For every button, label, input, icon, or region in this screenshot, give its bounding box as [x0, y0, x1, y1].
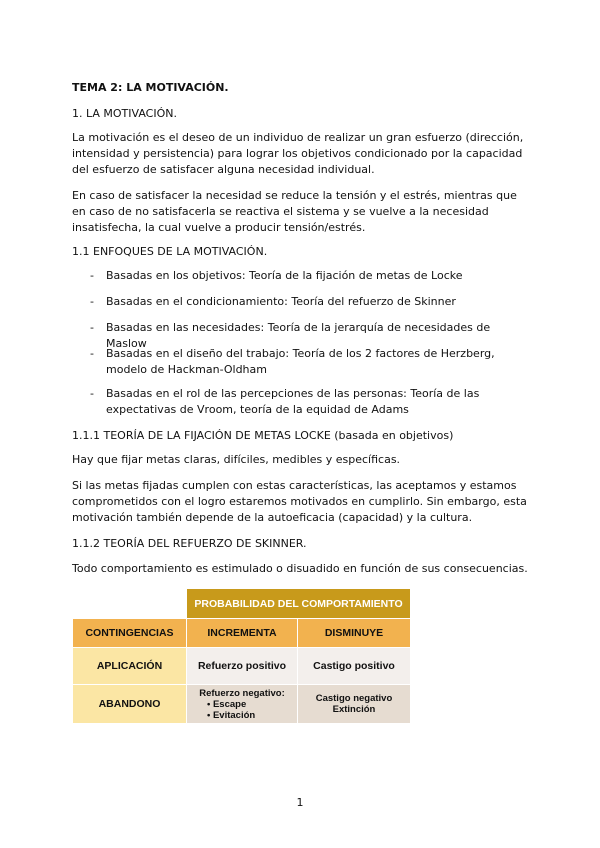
column-header-disminuye: DISMINUYE	[298, 619, 411, 648]
list-item-text: Basadas en el condicionamiento: Teoría del refuerzo de Skinner	[106, 295, 456, 308]
section-heading-1-1-2: 1.1.2 TEORÍA DEL REFUERZO DE SKINNER.	[72, 537, 307, 550]
refuerzo-negativo-escape: Escape	[212, 698, 247, 710]
refuerzo-negativo-title: Refuerzo negativo:	[199, 687, 285, 699]
list-item-text: Basadas en las necesidades: Teoría de la jerarquía de necesidades de Maslow	[106, 321, 491, 350]
list-item-text: Basadas en los objetivos: Teoría de la fijación de metas de Locke	[106, 269, 463, 282]
cell-refuerzo-positivo: Refuerzo positivo	[187, 648, 298, 685]
document-title: TEMA 2: LA MOTIVACIÓN.	[72, 81, 229, 94]
document-page: TEMA 2: LA MOTIVACIÓN. 1. LA MOTIVACIÓN. La motivación es el deseo de un individuo de realizar un gran esfuerzo (dirección, intensidad y persistencia) para lograr los objetivos condicionado por la capacidad del esfuerzo de satisfacer alguna necesidad individual. En caso de satisfacer la necesidad se reduce la tensión y el estrés, mientras que en caso de no satisfacerla se reactiva el sistema y se vuelve a la necesidad insatisfecha, la cual vuelve a producir tensión/estrés. 1.1 ENFOQUES DE LA MOTIVACIÓN. - Basadas en los objetivos: Teoría de la fijación de metas de Locke - Basadas en el condicionamiento: Teoría del refuerzo de Skinner - Basadas en las necesidades: Teoría de la jerarquía de necesidades de Maslow - Basadas en el diseño del trabajo: Teoría de los 2 factores de Herzberg, modelo de Hackman-Oldham - Basadas en el rol de las percepciones de las personas: Teoría de las expectativas de Vroom, teoría de la equidad de Adams 1.1.1 TEORÍA DE LA FIJACIÓN DE METAS LOCKE (basada en objetivos) Hay que fijar metas claras, difíciles, medibles y específicas. Si las metas fijadas cumplen con estas características, las aceptamos y estamos comprometidos con el logro estaremos motivados en cumplirlo. Sin embargo, esta motivación también depende de la autoeficacia (capacidad) y la cultura. 1.1.2 TEORÍA DEL REFUERZO DE SKINNER. Todo comportamiento es estimulado o disuadido en función de sus consecuencias. PROBABILIDAD DEL COMPORTAMIENTO CONTINGENCIAS INCREMENTA DISMINUYE APLICACIÓN Refuerzo positivo Castigo positivo ABANDONO Refuerzo negativo: • Escape • Evitación Castigo negativo Extinción 1	[0, 0, 600, 848]
paragraph-commitment: Si las metas fijadas cumplen con estas características, las aceptamos y estamos comprometidos con el logro estaremos motivados en cumplirlo. Sin embargo, esta motivación también depende de la autoeficacia (capacidad) y la cultura.	[72, 479, 527, 524]
extincion-label: Extinción	[332, 704, 376, 715]
column-header-contingencias: CONTINGENCIAS	[73, 619, 187, 648]
contingency-table	[72, 588, 411, 724]
cell-refuerzo-negativo: Refuerzo negativo: • Escape • Evitación	[187, 685, 298, 724]
section-heading-1: 1. LA MOTIVACIÓN.	[72, 107, 177, 120]
refuerzo-negativo-evitacion: Evitación	[212, 709, 256, 721]
row-label-aplicacion: APLICACIÓN	[73, 648, 187, 685]
paragraph-definition: La motivación es el deseo de un individuo de realizar un gran esfuerzo (dirección, intensidad y persistencia) para lograr los objetivos condicionado por la capacidad del esfuerzo de satisfacer alguna necesidad individual.	[72, 131, 524, 176]
paragraph-tension: En caso de satisfacer la necesidad se reduce la tensión y el estrés, mientras que en caso de no satisfacerla se reactiva el sistema y se vuelve a la necesidad insatisfecha, la cual vuelve a producir tensión/estrés.	[72, 189, 517, 234]
paragraph-behavior: Todo comportamiento es estimulado o disuadido en función de sus consecuencias.	[72, 562, 528, 575]
castigo-negativo-label: Castigo negativo	[315, 693, 393, 704]
list-item-text: Basadas en el rol de las percepciones de las personas: Teoría de las expectativas de Vroom, teoría de la equidad de Adams	[106, 387, 480, 416]
row-label-abandono: ABANDONO	[73, 685, 187, 724]
table-header-probability: PROBABILIDAD DEL COMPORTAMIENTO	[187, 589, 411, 619]
cell-castigo-positivo: Castigo positivo	[298, 648, 411, 685]
paragraph-goals: Hay que fijar metas claras, difíciles, medibles y específicas.	[72, 453, 401, 466]
page-number: 1	[296, 796, 304, 809]
cell-castigo-negativo	[298, 685, 411, 724]
section-heading-1-1-1: 1.1.1 TEORÍA DE LA FIJACIÓN DE METAS LOCKE (basada en objetivos)	[72, 429, 454, 442]
list-item-text: Basadas en el diseño del trabajo: Teoría de los 2 factores de Herzberg, modelo de Hackman-Oldham	[106, 347, 495, 376]
section-heading-1-1: 1.1 ENFOQUES DE LA MOTIVACIÓN.	[72, 245, 268, 258]
column-header-incrementa: INCREMENTA	[187, 619, 298, 648]
